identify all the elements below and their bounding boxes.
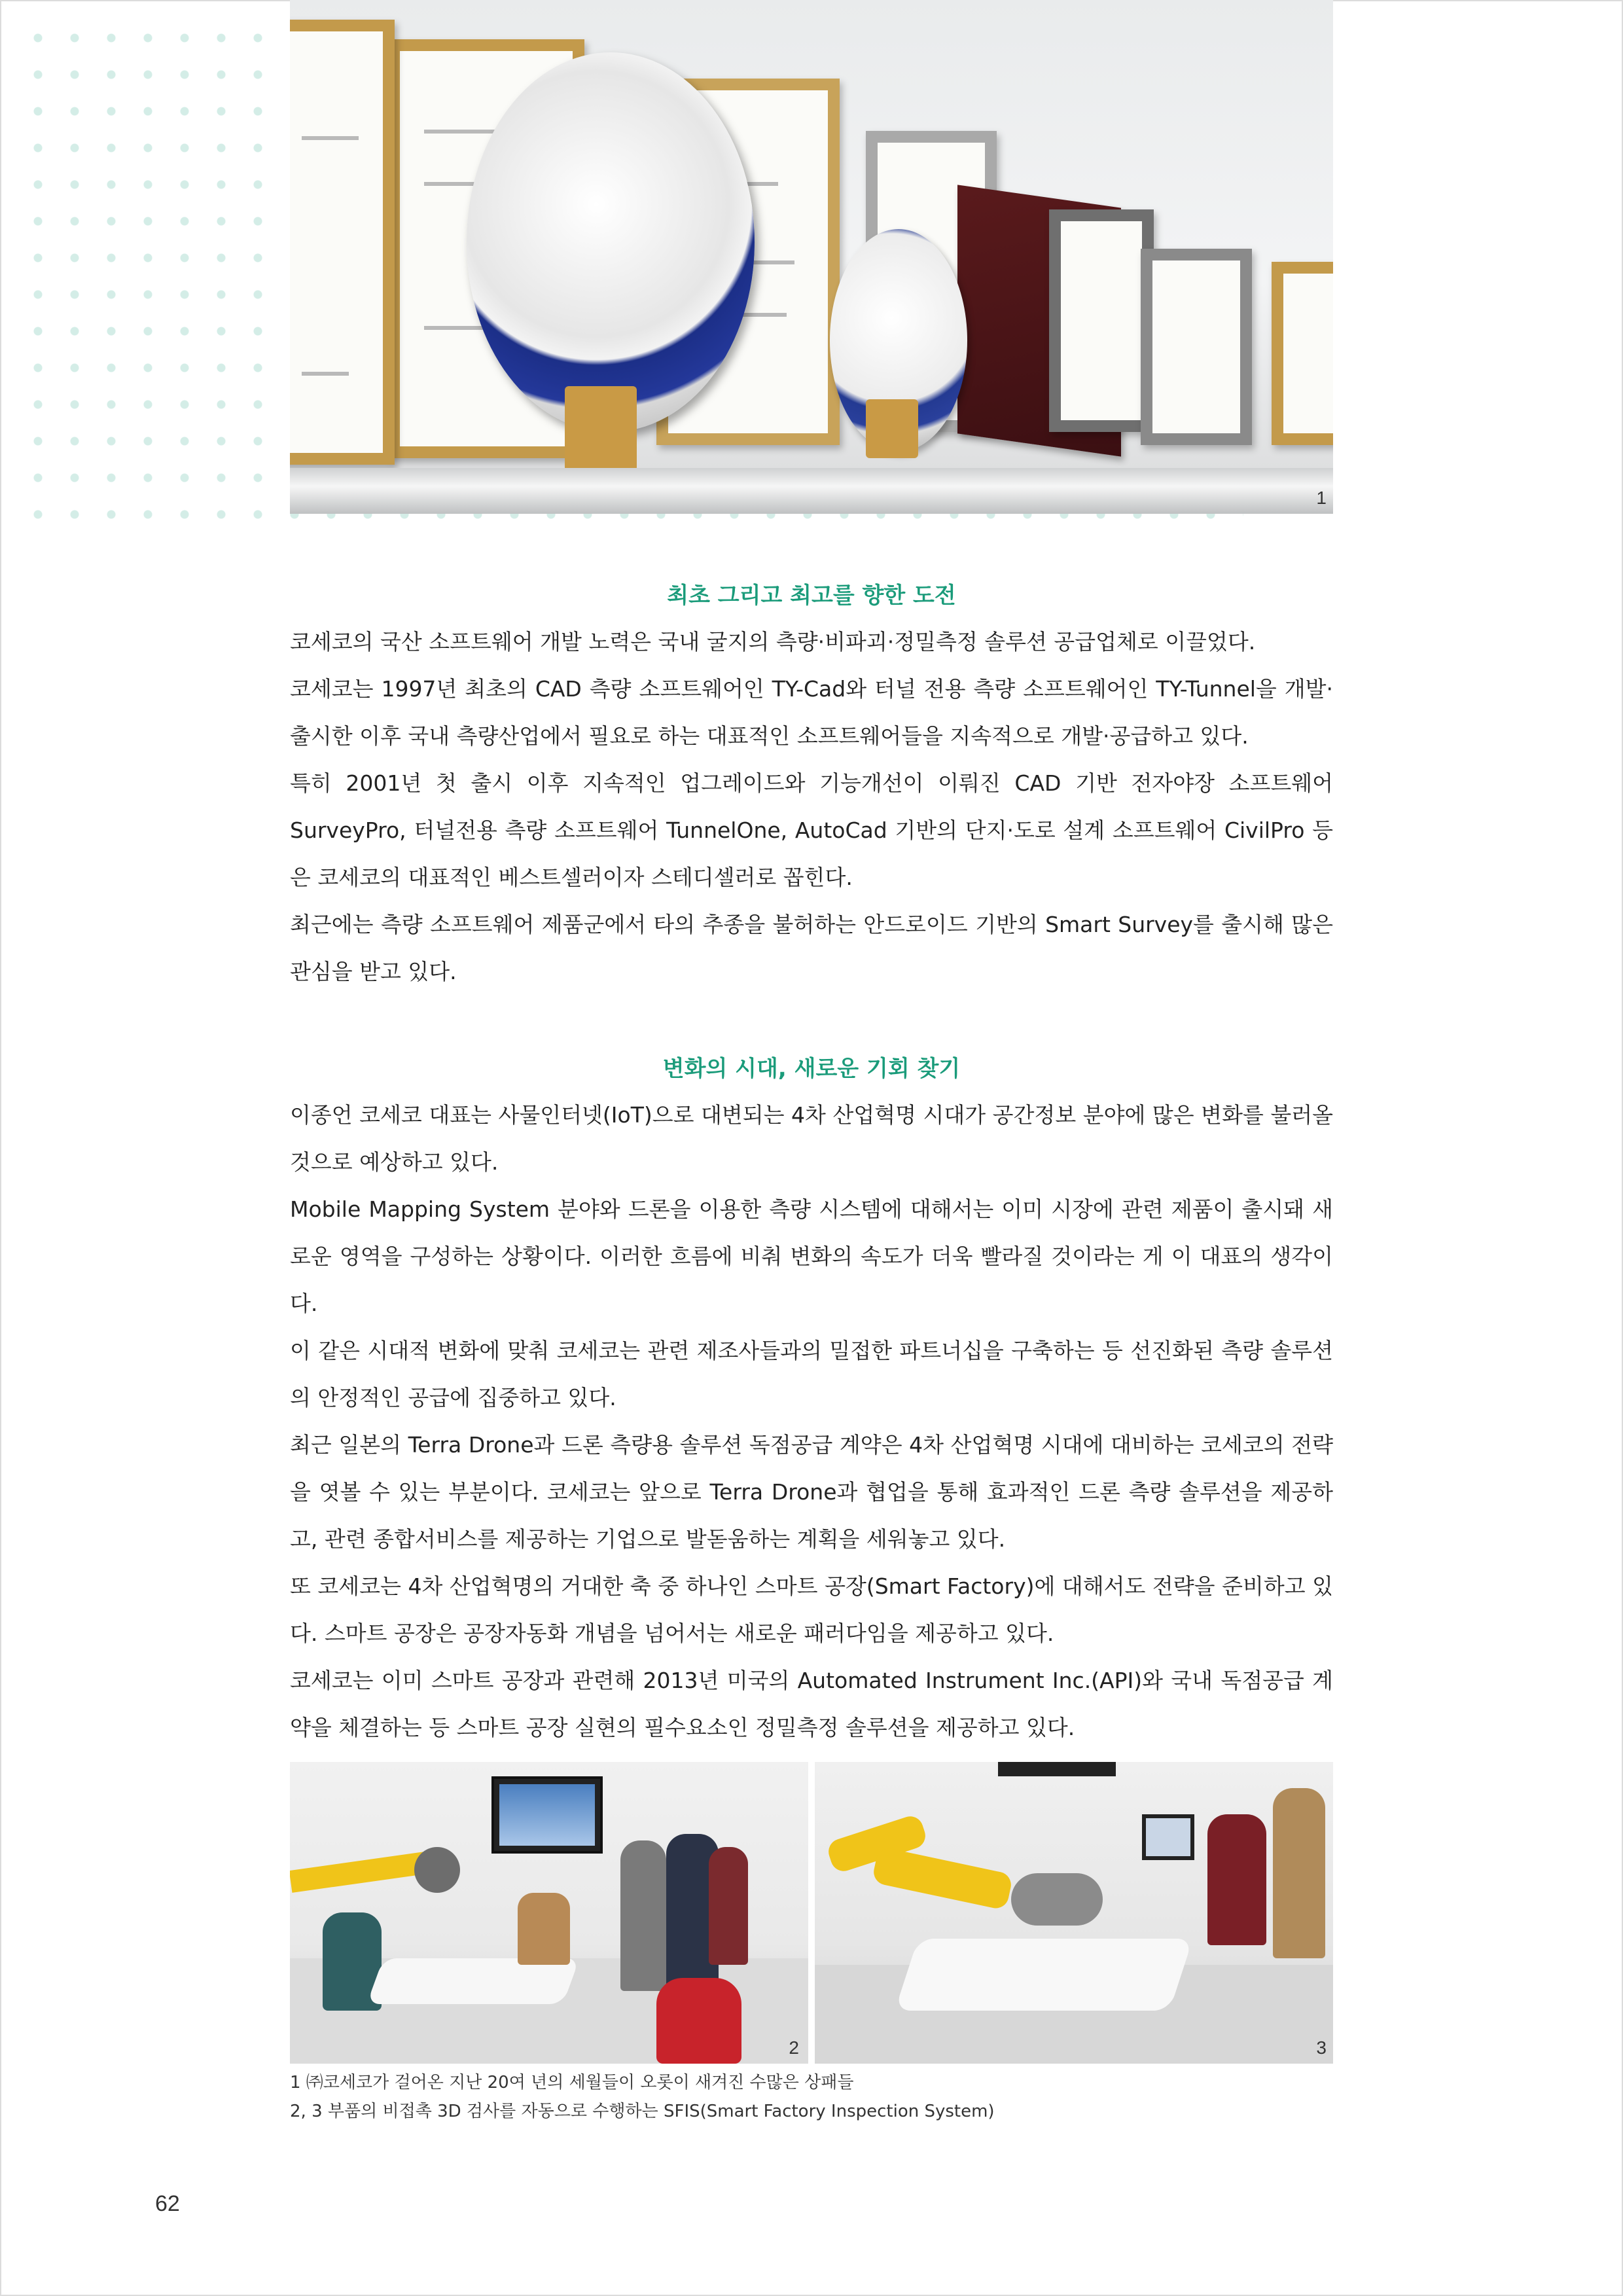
paragraph: 이 같은 시대적 변화에 맞춰 코세코는 관련 제조사들과의 밀접한 파트너십을 구축하는 등 선진화된 측량 솔루션의 안정적인 공급에 집중하고 있다. [290,1338,1333,1410]
photo-number: 2 [789,2037,799,2058]
photo-award-plaques [290,0,1333,514]
car-part-frame [366,1958,579,2004]
page-number: 62 [155,2191,180,2216]
person-standing [620,1840,666,1991]
person-standing [709,1847,748,1965]
certificate-frame [1141,249,1252,445]
paragraph: 특히 2001년 첫 출시 이후 지속적인 업그레이드와 기능개선이 이뤄진 CAD 기반 전자야장 소프트웨어 SurveyPro, 터널전용 측량 소프트웨어 TunnelOne, AutoCad 기반의 단지·도로 설계 소프트웨어 CivilPro 등은 코세코의 대표적인 베스트셀러이자 스테디셀러로 꼽힌다. [290,770,1333,890]
red-scanner [656,1978,741,2064]
photo-captions [290,2068,1333,2126]
wooden-stand [565,386,637,471]
paragraph: 이종언 코세코 대표는 사물인터넷(IoT)으로 대변되는 4차 산업혁명 시대가 공간정보 분야에 많은 변화를 불러올 것으로 예상하고 있다. [290,1102,1333,1175]
wall-monitor [491,1776,603,1854]
section-body [290,619,1333,996]
certificate-frame [290,20,395,465]
robot-joint [414,1847,460,1893]
photo-number: 1 [1316,488,1327,508]
certificate-frame [1049,209,1154,432]
paragraph: 코세코는 이미 스마트 공장과 관련해 2013년 미국의 Automated Instrument Inc.(API)와 국내 독점공급 계약을 체결하는 등 스마트 공장 실현의 필수요소인 정밀측정 솔루션을 제공하고 있다. [290,1668,1333,1740]
certificate-frame [1272,262,1333,445]
paragraph: 코세코의 국산 소프트웨어 개발 노력은 국내 굴지의 측량·비파괴·정밀측정 솔루션 공급업체로 이끌었다. [290,629,1256,655]
section-heading: 변화의 시대, 새로운 기회 찾기 [662,1056,961,1082]
person-standing [1273,1788,1325,1958]
robot-arm [871,1846,1013,1910]
caption-line: 2, 3 부품의 비접촉 3D 검사를 자동으로 수행하는 SFIS(Smart Factory Inspection System) [290,2102,995,2121]
photo-inspection-lab-right [815,1762,1333,2064]
paragraph: Mobile Mapping System 분야와 드론을 이용한 측량 시스템에 대해서는 이미 시장에 관련 제품이 출시돼 새로운 영역을 구성하는 상황이다. 이러한 흐름에 비춰 변화의 속도가 더욱 빨라질 것이라는 게 이 대표의 생각이다. [290,1196,1333,1316]
person-seated [1207,1814,1266,1945]
glass-shelf [290,468,1333,514]
paragraph: 또 코세코는 4차 산업혁명의 거대한 축 중 하나인 스마트 공장(Smart Factory)에 대해서도 전략을 준비하고 있다. 스마트 공장은 공장자동화 개념을 넘어서는 새로운 패러다임을 제공하고 있다. [290,1573,1333,1646]
ceiling-monitor [998,1762,1116,1776]
caption-line: 1 ㈜코세코가 걸어온 지난 20여 년의 세월들이 오롯이 새겨진 수많은 상패들 [290,2073,854,2092]
photo-inspection-lab-left [290,1762,808,2064]
silver-plate-plaque [467,52,755,432]
robot-joint [1011,1873,1103,1926]
photo-number: 3 [1316,2037,1327,2058]
person-seated [518,1893,570,1965]
section-heading: 최초 그리고 최고를 향한 도전 [667,583,956,609]
paragraph: 최근 일본의 Terra Drone과 드론 측량용 솔루션 독점공급 계약은 4차 산업혁명 시대에 대비하는 코세코의 전략을 엿볼 수 있는 부분이다. 코세코는 앞으로 Terra Drone과 협업을 통해 효과적인 드론 측량 솔루션을 제공하고, 관련 종합서비스를 제공하는 기업으로 발돋움하는 계획을 세워놓고 있다. [290,1432,1333,1552]
paragraph: 최근에는 측량 소프트웨어 제품군에서 타의 추종을 불허하는 안드로이드 기반의 Smart Survey를 출시해 많은 관심을 받고 있다. [290,912,1333,984]
section-body [290,1092,1333,1751]
car-part-frame [895,1939,1193,2011]
wooden-stand [866,399,918,458]
paragraph: 코세코는 1997년 최초의 CAD 측량 소프트웨어인 TY-Cad와 터널 전용 측량 소프트웨어인 TY-Tunnel을 개발·출시한 이후 국내 측량산업에서 필요로 하는 대표적인 소프트웨어들을 지속적으로 개발·공급하고 있다. [290,676,1333,749]
desk-monitor [1142,1814,1194,1860]
